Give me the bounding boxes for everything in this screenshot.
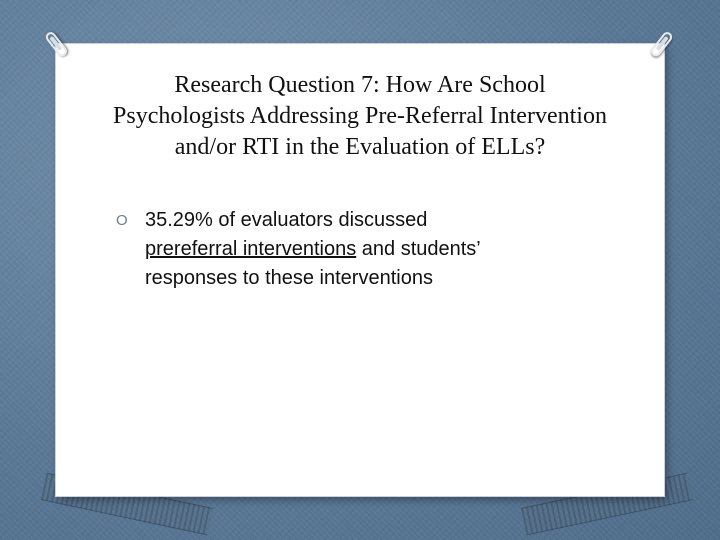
bullet-underlined-phrase: prereferral interventions: [145, 238, 357, 260]
bullet-line-1: 35.29% of evaluators discussed: [145, 209, 428, 231]
bullet-marker-icon: O: [116, 212, 128, 229]
paper-clip-icon-right: [646, 29, 676, 61]
title-line-1: Research Question 7: How Are School: [174, 72, 546, 98]
title-line-3: and/or RTI in the Evaluation of ELLs?: [174, 134, 546, 160]
bullet-item: [116, 206, 616, 293]
bullet-line-3: responses to these interventions: [145, 267, 433, 289]
bullet-text: [116, 206, 616, 293]
title-line-2: Psychologists Addressing Pre-Referral Intervention: [113, 103, 607, 129]
bullet-line-2-rest: and students’: [356, 238, 481, 260]
slide-panel: [56, 44, 664, 496]
slide-title: [56, 70, 664, 163]
